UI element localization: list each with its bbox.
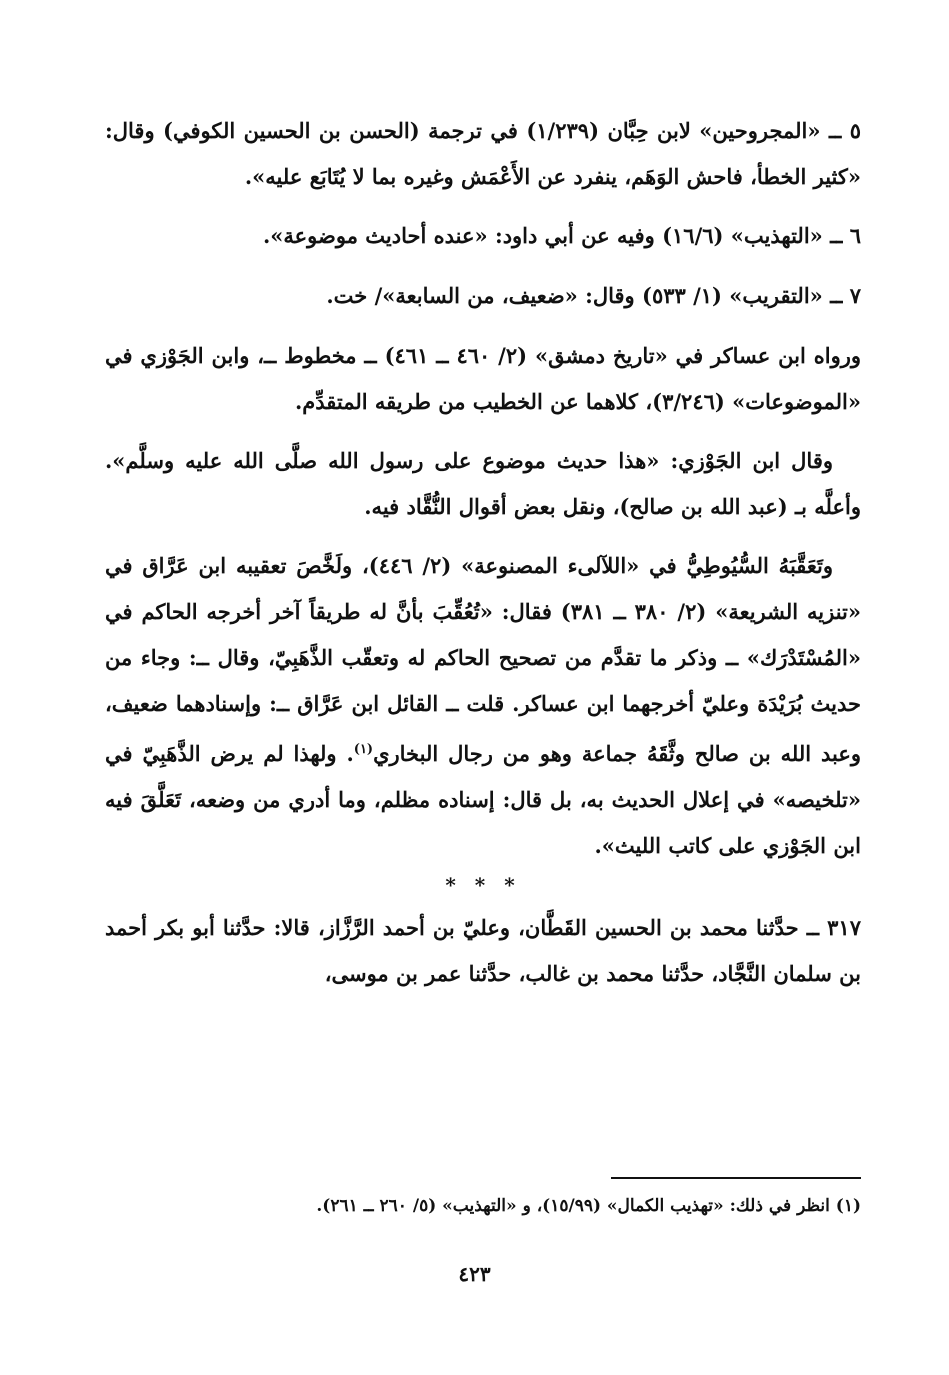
- paragraph-suyuti-continued: . ولهذا لم يرض الذَّهَبِيّ في «تلخيصه» في إعلال الحديث به، بل قال: إسناده مظلم، وما أدري من وضعه، تَعَلَّقَ فيه ابن الجَوْزي على كاتب الليث».: [105, 741, 861, 858]
- section-separator: * * *: [445, 873, 521, 897]
- footnote-marker: (١): [353, 742, 374, 757]
- paragraph-ibn-asakir: ورواه ابن عساكر في «تاريخ دمشق» (٢/ ٤٦٠ ــ ٤٦١) ــ مخطوط ــ، وابن الجَوْزي في «الموضوعات» (٣/٢٤٦)، كلاهما عن الخطيب من طريقه المتقدِّم.: [105, 343, 861, 414]
- paragraph-suyuti-text: وتَعَقَّبَهُ السُّيُوطِيُّ في «اللآلىء المصنوعة» (٢/ ٤٤٦)، ولَخَّصَ تعقيبه ابن عَرَّاق في «تنزيه الشريعة» (٢/ ٣٨٠ ــ ٣٨١) فقال: «تُعُقِّبَ بأنَّ له طريقاً آخر أخرجه الحاكم في «المُسْتَدْرَك» ــ وذكر ما تقدَّم من تصحيح الحاكم له وتعقّب الذَّهَبِيّ، وقال ــ: وجاء من حديث بُرَيْدَة وعليّ أخرجهما ابن عساكر. قلت ــ القائل ابن عَرَّاق ــ: وإسنادهما ضعيف، وعبد الله بن صالح وثَّقَهُ جماعة وهو من رجال البخاري: [105, 553, 862, 766]
- footnote-divider: [611, 1177, 861, 1179]
- paragraph-suyuti: [105, 543, 861, 869]
- page-body: [105, 108, 861, 997]
- paragraph-note-7: ٧ ــ «التقريب» (١/ ٥٣٣) وقال: «ضعيف، من السابعة»/ خت.: [326, 283, 861, 308]
- paragraph-ibn-jawzi: وقال ابن الجَوْزي: «هذا حديث موضوع على رسول الله صلَّى الله عليه وسلَّم». وأعلَّه بـ (عبد الله بن صالح)، ونقل بعض أقوال النُّقَّاد فيه.: [105, 448, 861, 519]
- paragraph-note-6: ٦ ــ «التهذيب» (١٦/٦) وفيه عن أبي داود: «عنده أحاديث موضوعة».: [262, 223, 861, 248]
- page-number: ٤٢٣: [458, 1262, 491, 1286]
- paragraph-note-5: ٥ ــ «المجروحين» لابن حِبَّان (١/٢٣٩) في ترجمة (الحسن بن الحسين الكوفي) وقال: «كثير الخطأ، فاحش الوَهَم، ينفرد عن الأَعْمَش وغيره بما لا يُتَابَع عليه».: [105, 118, 861, 189]
- footnote: (١) انظر في ذلك: «تهذيب الكمال» (١٥/٩٩)، و «التهذيب» (٥/ ٢٦٠ ــ ٢٦١).: [316, 1196, 861, 1216]
- paragraph-hadith-317: ٣١٧ ــ حدَّثنا محمد بن الحسين القَطَّان، وعليّ بن أحمد الرَّزَّاز، قالا: حدَّثنا أبو بكر أحمد بن سلمان النَّجَّاد، حدَّثنا محمد بن غالب، حدَّثنا عمر بن موسى،: [105, 915, 861, 986]
